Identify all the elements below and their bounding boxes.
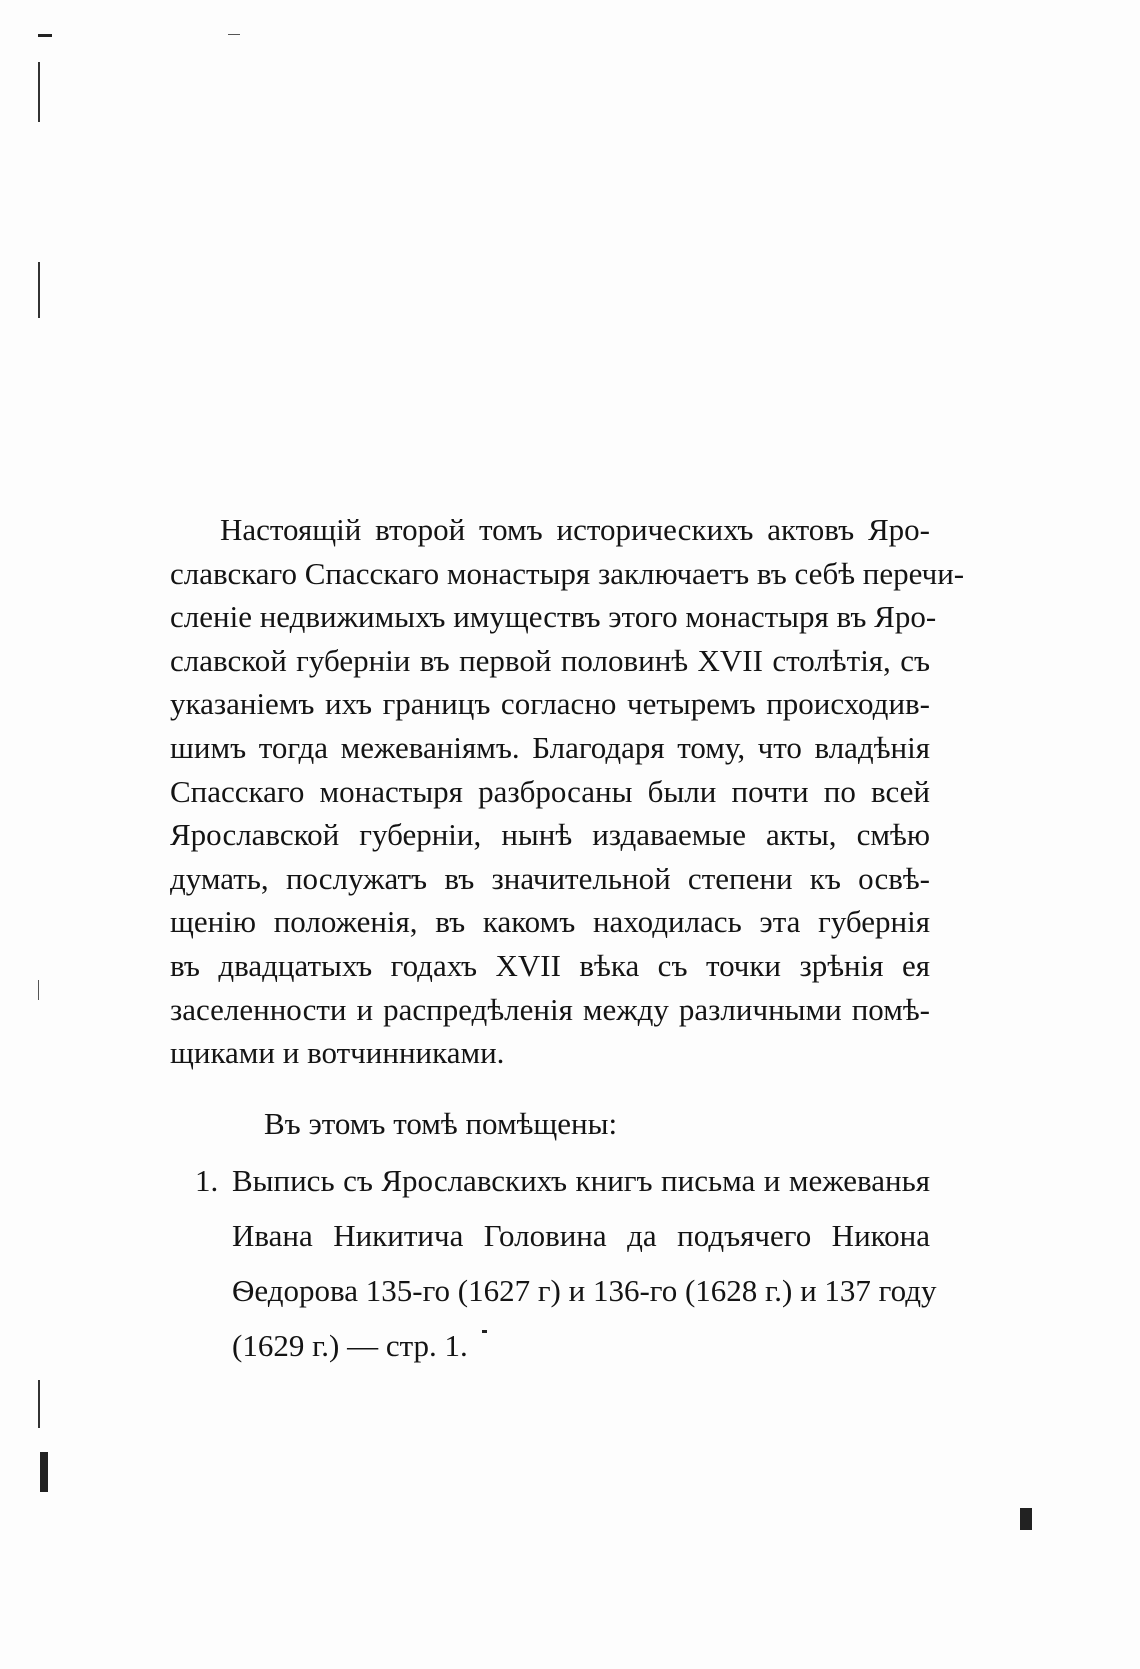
- paragraph-line: Ярославской губерніи, нынѣ издаваемые акты, смѣю: [170, 817, 930, 853]
- paragraph-line: сленіе недвижимыхъ имуществъ этого монастыря въ Яро-: [170, 599, 937, 635]
- scan-line-left-2: [38, 262, 40, 318]
- paragraph-line: заселенности и распредѣленія между различными помѣ-: [170, 991, 930, 1027]
- scan-line-left-1: [38, 62, 40, 122]
- paragraph-line: думать, послужатъ въ значительной степени къ освѣ-: [170, 860, 930, 896]
- preface-paragraph: [170, 508, 965, 1075]
- list-item-number: 1.: [195, 1163, 219, 1198]
- contents-heading: Въ этомъ томѣ помѣщены:: [264, 1106, 618, 1141]
- scan-mark-top: [38, 34, 52, 37]
- scan-mark-bottom-right: [1020, 1508, 1032, 1530]
- paragraph-line: славскаго Спасскаго монастыря заключаетъ въ себѣ перечи-: [170, 555, 965, 591]
- list-item: [195, 1153, 937, 1373]
- scan-mark-top-dash: [228, 34, 240, 35]
- list-item-line: Выпись съ Ярославскихъ книгъ письма и межеванья: [232, 1163, 930, 1198]
- paragraph-line: щенію положенія, въ какомъ находилась эта губернія: [170, 904, 930, 940]
- paragraph-line: Настоящій второй томъ историческихъ актовъ Яро-: [220, 512, 930, 547]
- contents-list: [195, 1153, 937, 1373]
- paragraph-line: въ двадцатыхъ годахъ XVII вѣка съ точки зрѣнія ея: [170, 947, 930, 983]
- scan-mark-bottom-left: [40, 1452, 48, 1492]
- list-item-line: Ѳедорова 135-го (1627 г) и 136-го (1628 г.) и 137 году: [232, 1273, 937, 1308]
- paragraph-line: Спасскаго монастыря разбросаны были почти по всей: [170, 773, 930, 809]
- list-item-line: Ивана Никитича Головина да подъячего Никона: [232, 1218, 930, 1253]
- list-item-line: (1629 г.) — стр. 1.: [232, 1328, 468, 1363]
- scan-line-left-4: [38, 1380, 40, 1428]
- paragraph-line: указаніемъ ихъ границъ согласно четыремъ происходив-: [170, 686, 930, 722]
- paragraph-line: щиками и вотчинниками.: [170, 1035, 505, 1071]
- paragraph-line: славской губерніи въ первой половинѣ XVII столѣтія, съ: [170, 642, 930, 678]
- scan-line-left-3: [38, 980, 39, 1000]
- paragraph-line: шимъ тогда межеваніямъ. Благодаря тому, что владѣнія: [170, 729, 930, 765]
